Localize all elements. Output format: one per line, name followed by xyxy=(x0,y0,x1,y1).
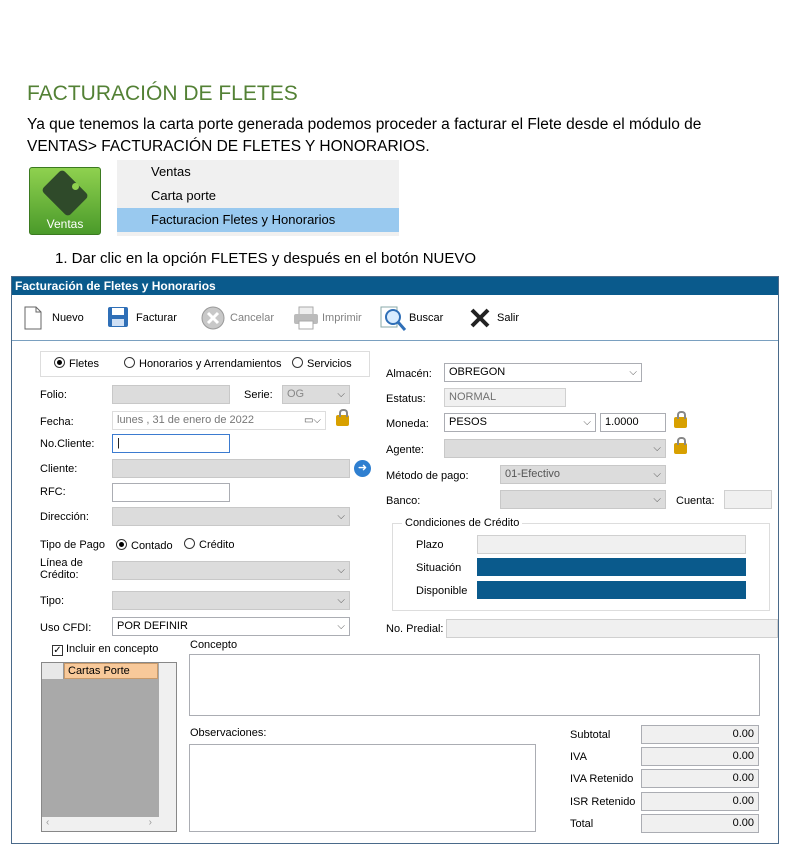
subtotal-label: Subtotal xyxy=(570,729,611,741)
almacen-select[interactable] xyxy=(444,363,642,382)
window-title: Facturación de Fletes y Honorarios xyxy=(12,277,778,295)
cancelar-label: Cancelar xyxy=(230,312,275,324)
isr-retenido-label: ISR Retenido xyxy=(570,796,636,808)
serie-label: Serie: xyxy=(244,389,273,401)
contado-label: Contado xyxy=(131,540,173,552)
moneda-value: PESOS xyxy=(449,416,487,428)
option-credito[interactable] xyxy=(184,538,234,551)
tipo-select[interactable] xyxy=(112,591,350,610)
metodo-pago-select[interactable] xyxy=(500,465,666,484)
lock-icon xyxy=(674,443,687,454)
chevron-down-icon: ⌵ xyxy=(337,595,345,606)
option-honorarios[interactable] xyxy=(124,357,281,370)
plazo-label: Plazo xyxy=(416,539,444,551)
serie-value: OG xyxy=(287,388,305,400)
facturar-label: Facturar xyxy=(136,312,177,324)
radio-fletes[interactable] xyxy=(54,357,65,368)
observaciones-textarea[interactable] xyxy=(189,744,536,832)
direccion-select[interactable] xyxy=(112,507,350,526)
observaciones-label: Observaciones: xyxy=(190,727,267,739)
no-cliente-field[interactable]: | xyxy=(112,434,230,453)
nuevo-button[interactable] xyxy=(22,303,84,333)
facturar-button[interactable] xyxy=(106,303,177,333)
chevron-down-icon: ⌵ xyxy=(337,621,345,632)
chevron-down-icon: ⌵ xyxy=(653,469,661,480)
cancel-icon xyxy=(200,305,226,331)
linea-credito-label: Línea de Crédito: xyxy=(40,557,83,581)
buscar-label: Buscar xyxy=(409,312,444,324)
ventas-module-tile[interactable] xyxy=(29,167,101,235)
form-body xyxy=(12,343,778,843)
fecha-label: Fecha: xyxy=(40,416,74,428)
salir-label: Salir xyxy=(497,312,520,324)
disponible-bar xyxy=(477,581,746,599)
ventas-tile-label: Ventas xyxy=(46,217,84,231)
tag-icon xyxy=(41,169,89,217)
iva-retenido-label: IVA Retenido xyxy=(570,773,634,785)
close-icon xyxy=(467,305,493,331)
tipo-cambio-field[interactable]: 1.0000 xyxy=(600,413,666,432)
ventas-menu xyxy=(117,160,399,236)
imprimir-button[interactable] xyxy=(292,303,362,333)
option-servicios[interactable] xyxy=(292,357,352,370)
search-icon xyxy=(379,305,405,331)
new-document-icon xyxy=(22,305,48,331)
concepto-label: Concepto xyxy=(190,639,238,651)
no-predial-field[interactable] xyxy=(446,619,778,638)
banco-select[interactable] xyxy=(500,490,666,509)
fletes-label: Fletes xyxy=(69,358,99,370)
serie-select[interactable] xyxy=(282,385,350,404)
iva-retenido-value: 0.00 xyxy=(641,769,759,788)
uso-cfdi-label: Uso CFDI: xyxy=(40,622,92,634)
chevron-down-icon: ⌵ xyxy=(337,511,345,522)
disponible-label: Disponible xyxy=(416,585,468,597)
lock-icon xyxy=(336,415,349,426)
condiciones-credito-title: Condiciones de Crédito xyxy=(402,517,522,529)
grid-corner xyxy=(42,663,64,679)
chevron-down-icon: ⌵ xyxy=(653,494,661,505)
cuenta-label: Cuenta: xyxy=(676,495,715,507)
calendar-icon: ▭⌵ xyxy=(303,415,321,426)
agente-label: Agente: xyxy=(386,444,424,456)
menu-item-facturacion-fletes[interactable]: Facturacion Fletes y Honorarios xyxy=(117,208,399,232)
option-fletes[interactable] xyxy=(54,357,99,370)
lock-icon xyxy=(674,417,687,428)
moneda-select[interactable] xyxy=(444,413,596,432)
rfc-field[interactable] xyxy=(112,483,230,502)
radio-credito[interactable] xyxy=(184,538,195,549)
uso-cfdi-select[interactable] xyxy=(112,617,350,636)
iva-value: 0.00 xyxy=(641,747,759,766)
menu-item-ventas[interactable]: Ventas xyxy=(151,164,191,179)
no-predial-label: No. Predial: xyxy=(386,623,444,635)
tag-hole xyxy=(72,183,79,190)
credito-label: Crédito xyxy=(199,539,235,551)
salir-button[interactable] xyxy=(467,303,519,333)
toolbar xyxy=(12,295,778,341)
radio-honorarios[interactable] xyxy=(124,357,135,368)
fecha-value: lunes , 31 de enero de 2022 xyxy=(117,414,255,426)
servicios-label: Servicios xyxy=(307,358,352,370)
iva-label: IVA xyxy=(570,751,587,763)
vertical-scrollbar[interactable] xyxy=(159,663,176,831)
save-icon xyxy=(106,305,132,331)
total-value: 0.00 xyxy=(641,814,759,833)
cliente-field[interactable] xyxy=(112,459,350,478)
chevron-down-icon: ⌵ xyxy=(583,417,591,428)
facturacion-window xyxy=(11,276,779,844)
chevron-down-icon: ⌵ xyxy=(629,367,637,378)
subtotal-value: 0.00 xyxy=(641,725,759,744)
folio-field[interactable] xyxy=(112,385,230,404)
doc-paragraph: Ya que tenemos la carta porte generada podemos proceder a facturar el Flete desde el módulo de VENTAS> FACTURACIÓN DE FLETES Y HONORARIOS. xyxy=(27,116,702,155)
estatus-label: Estatus: xyxy=(386,393,426,405)
incluir-concepto-checkbox[interactable] xyxy=(52,643,158,656)
cancelar-button[interactable] xyxy=(200,303,274,333)
uso-cfdi-value: POR DEFINIR xyxy=(117,620,188,632)
cliente-label: Cliente: xyxy=(40,463,78,475)
almacen-label: Almacén: xyxy=(386,368,432,380)
cartas-porte-header[interactable]: Cartas Porte xyxy=(64,663,158,679)
chevron-down-icon: ⌵ xyxy=(337,389,345,400)
printer-icon xyxy=(292,305,318,331)
incluir-label: Incluir en concepto xyxy=(66,643,159,655)
honorarios-label: Honorarios y Arrendamientos xyxy=(139,358,282,370)
direccion-label: Dirección: xyxy=(40,511,89,523)
menu-item-carta-porte[interactable]: Carta porte xyxy=(151,188,217,203)
estatus-field: NORMAL xyxy=(444,388,566,407)
option-contado[interactable] xyxy=(116,539,173,552)
moneda-label: Moneda: xyxy=(386,418,429,430)
total-label: Total xyxy=(570,818,594,830)
fecha-picker[interactable] xyxy=(112,411,326,430)
no-cliente-label: No.Cliente: xyxy=(40,438,95,450)
metodo-pago-value: 01-Efectivo xyxy=(505,468,561,480)
concepto-textarea[interactable] xyxy=(189,654,760,716)
step-instruction: 1. Dar clic en la opción FLETES y después en el botón NUEVO xyxy=(55,250,477,267)
almacen-value: OBREGON xyxy=(449,366,506,378)
agente-select[interactable] xyxy=(444,439,666,458)
cartas-porte-grid[interactable] xyxy=(41,662,177,832)
horizontal-scrollbar[interactable]: ‹ › xyxy=(42,817,176,831)
folio-label: Folio: xyxy=(40,389,67,401)
rfc-label: RFC: xyxy=(40,486,66,498)
imprimir-label: Imprimir xyxy=(322,312,362,324)
plazo-field xyxy=(477,535,746,554)
buscar-button[interactable] xyxy=(379,303,443,333)
radio-servicios[interactable] xyxy=(292,357,303,368)
chevron-down-icon: ⌵ xyxy=(337,565,345,576)
radio-contado[interactable] xyxy=(116,539,127,550)
tipo-pago-label: Tipo de Pago xyxy=(40,539,106,551)
chevron-down-icon: ⌵ xyxy=(653,443,661,454)
checkbox-checked-icon[interactable]: ✓ xyxy=(53,645,62,656)
cuenta-field[interactable] xyxy=(724,490,772,509)
doc-heading: FACTURACIÓN DE FLETES xyxy=(27,82,298,105)
nuevo-label: Nuevo xyxy=(52,312,84,324)
situacion-bar xyxy=(477,558,746,576)
linea-credito-select[interactable] xyxy=(112,561,350,580)
tipo-label: Tipo: xyxy=(40,595,65,607)
metodo-pago-label: Método de pago: xyxy=(386,470,469,482)
arrow-right-icon[interactable]: ➜ xyxy=(354,460,371,477)
banco-label: Banco: xyxy=(386,495,421,507)
isr-retenido-value: 0.00 xyxy=(641,792,759,811)
situacion-label: Situación xyxy=(416,562,462,574)
